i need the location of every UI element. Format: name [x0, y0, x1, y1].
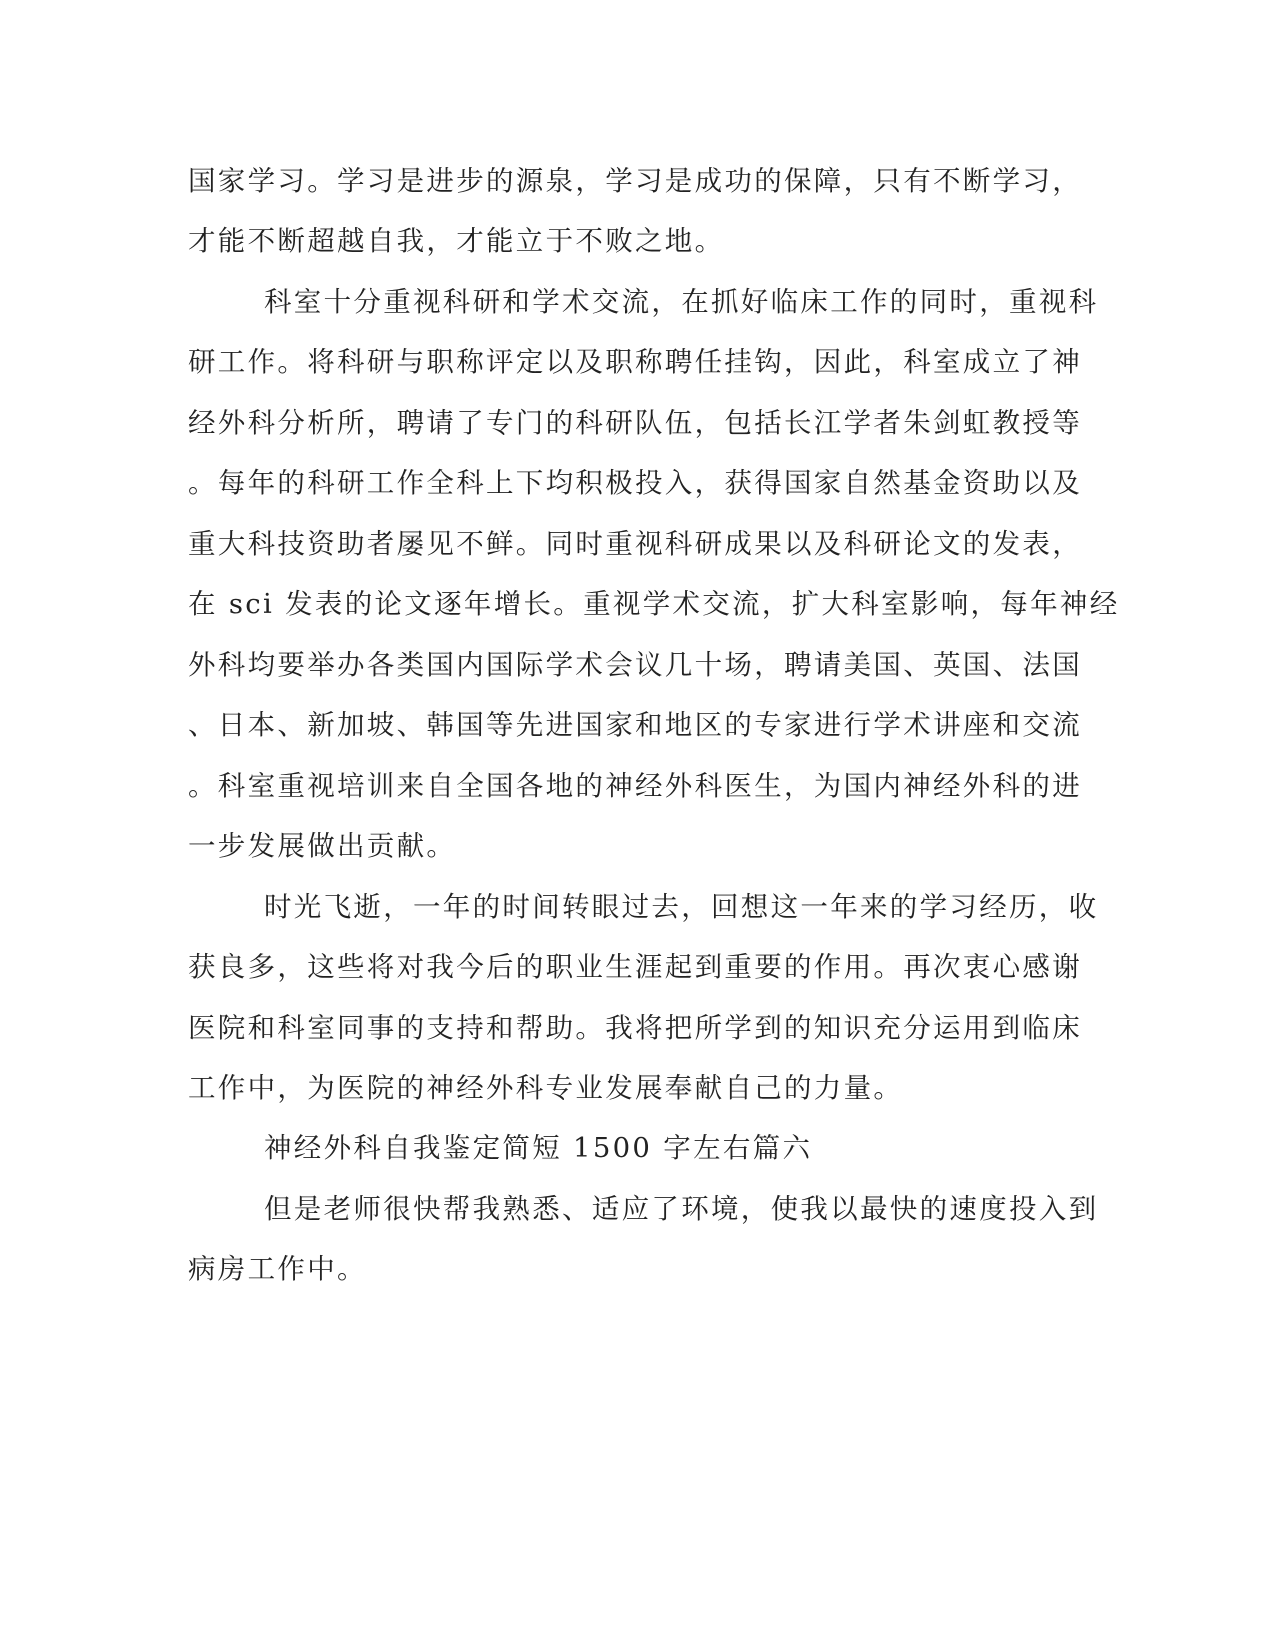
text-line: 。科室重视培训来自全国各地的神经外科医生，为国内神经外科的进: [188, 770, 1082, 802]
text-line: 研工作。将科研与职称评定以及职称聘任挂钩，因此，科室成立了神: [188, 346, 1082, 378]
text-line: 才能不断超越自我，才能立于不败之地。: [188, 225, 725, 257]
text-line: 、日本、新加坡、韩国等先进国家和地区的专家进行学术讲座和交流: [188, 709, 1082, 741]
paragraph-first-line: 科室十分重视科研和学术交流，在抓好临床工作的同时，重视科: [264, 286, 1099, 318]
text-line: 工作中，为医院的神经外科专业发展奉献自己的力量。: [188, 1072, 904, 1104]
text-line: 国家学习。学习是进步的源泉，学习是成功的保障，只有不断学习，: [188, 165, 1082, 197]
text-line: 医院和科室同事的支持和帮助。我将把所学到的知识充分运用到临床: [188, 1012, 1082, 1044]
text-line: 一步发展做出贡献。: [188, 830, 457, 862]
text-line: 经外科分析所，聘请了专门的科研队伍，包括长江学者朱剑虹教授等: [188, 407, 1082, 439]
paragraph-first-line: 但是老师很快帮我熟悉、适应了环境，使我以最快的速度投入到: [264, 1193, 1099, 1225]
text-line: 外科均要举办各类国内国际学术会议几十场，聘请美国、英国、法国: [188, 649, 1082, 681]
text-line: 。每年的科研工作全科上下均积极投入，获得国家自然基金资助以及: [188, 467, 1082, 499]
text-line: 获良多，这些将对我今后的职业生涯起到重要的作用。再次衷心感谢: [188, 951, 1082, 983]
text-line: 重大科技资助者屡见不鲜。同时重视科研成果以及科研论文的发表，: [188, 528, 1082, 560]
text-line: 在 sci 发表的论文逐年增长。重视学术交流，扩大科室影响，每年神经: [188, 588, 1120, 620]
paragraph-first-line: 时光飞逝，一年的时间转眼过去，回想这一年来的学习经历，收: [264, 891, 1099, 923]
text-line: 病房工作中。: [188, 1253, 367, 1285]
section-heading: 神经外科自我鉴定简短 1500 字左右篇六: [264, 1132, 813, 1164]
